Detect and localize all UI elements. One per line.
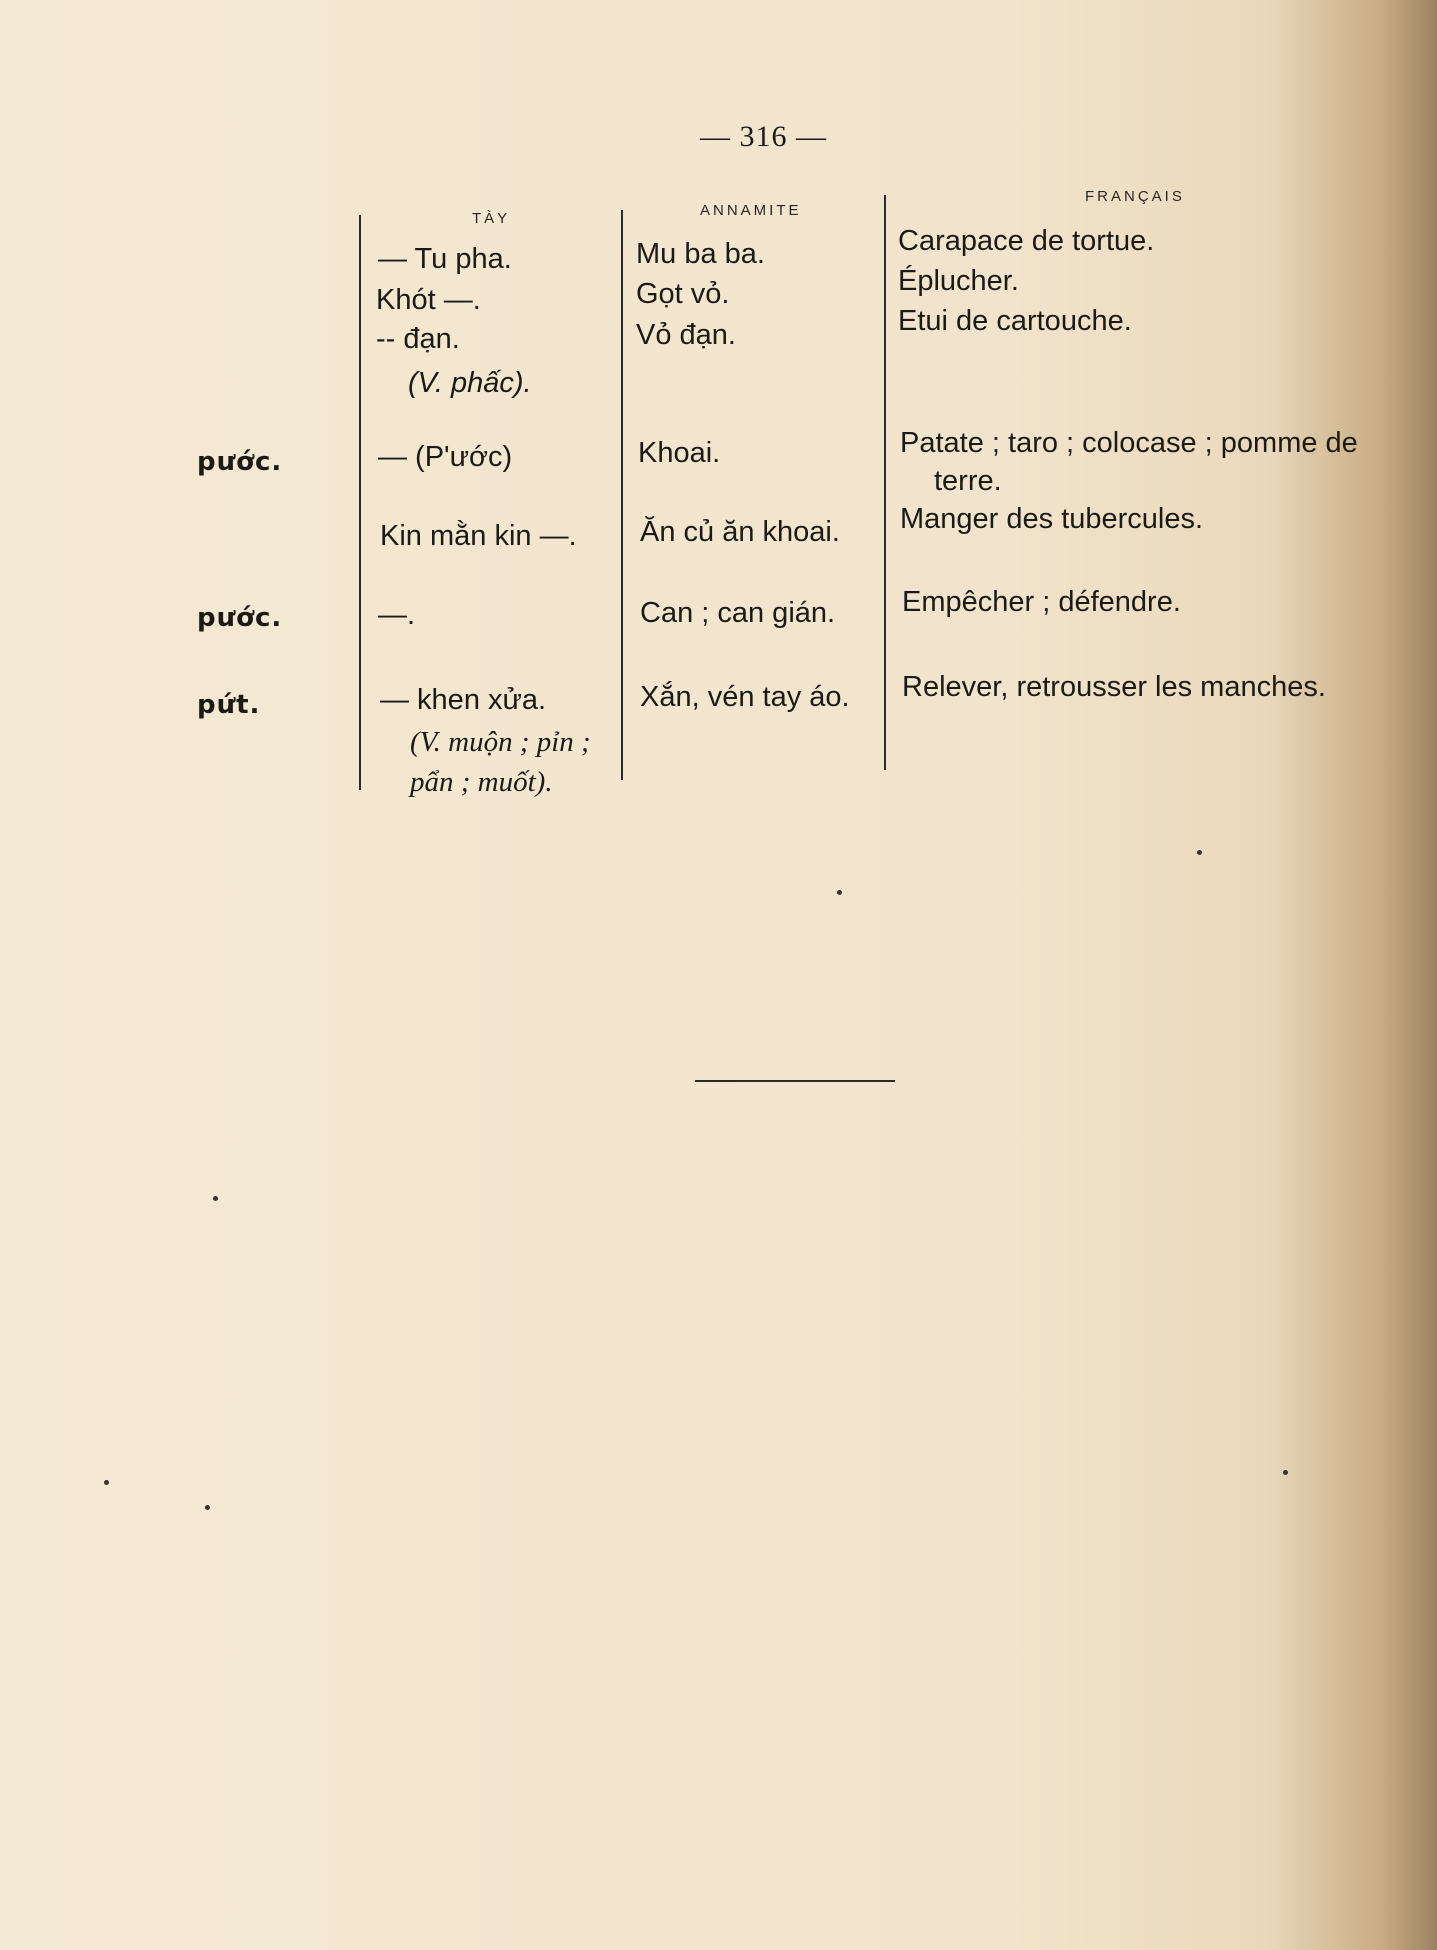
francais-cell: Relever, retrousser les manches.: [902, 671, 1326, 703]
francais-cell: Patate ; taro ; colocase ; pomme de: [900, 427, 1358, 459]
column-divider-right: [884, 195, 886, 770]
annamite-cell: Khoai.: [638, 437, 721, 469]
annamite-cell: Xắn, vén tay áo.: [640, 681, 850, 713]
francais-cell: Empêcher ; défendre.: [902, 586, 1181, 618]
column-header-francais: FRANÇAIS: [1085, 188, 1185, 205]
paper-speck: [837, 890, 842, 895]
paper-speck: [205, 1505, 210, 1510]
francais-cell: Manger des tubercules.: [900, 503, 1204, 535]
francais-cell: Carapace de tortue.: [898, 225, 1155, 257]
tay-cell: — Tu pha.: [378, 243, 512, 275]
tay-cell-note: (V. muộn ; pỉn ;: [410, 726, 591, 758]
paper-speck: [1197, 850, 1202, 855]
page-number: — 316 —: [700, 120, 827, 153]
tay-cell: — khen xửa.: [380, 684, 547, 716]
tay-cell: — (P'ước): [378, 441, 513, 473]
tay-cell: -- đạn.: [376, 323, 460, 355]
paper-speck: [1283, 1470, 1288, 1475]
column-divider-left: [359, 215, 361, 790]
closing-rule: [695, 1080, 895, 1082]
headword: pước.: [197, 603, 283, 633]
headword: pước.: [197, 447, 283, 477]
column-header-tay: TÀY: [472, 210, 511, 227]
tay-cell: Kin mằn kin —.: [380, 520, 577, 552]
column-header-annamite: ANNAMITE: [700, 202, 802, 219]
annamite-cell: Ăn củ ăn khoai.: [640, 516, 840, 548]
annamite-cell: Gọt vỏ.: [636, 278, 730, 310]
tay-cell-note: pẩn ; muốt).: [410, 766, 553, 798]
column-divider-middle: [621, 210, 623, 780]
tay-cell-note: (V. phấc).: [408, 367, 532, 399]
tay-cell: —.: [378, 599, 416, 631]
annamite-cell: Vỏ đạn.: [636, 319, 736, 351]
francais-cell: Éplucher.: [898, 265, 1019, 297]
paper-speck: [104, 1480, 109, 1485]
tay-cell: Khót —.: [376, 284, 481, 316]
annamite-cell: Can ; can gián.: [640, 597, 836, 629]
annamite-cell: Mu ba ba.: [636, 238, 765, 270]
francais-cell: Etui de cartouche.: [898, 305, 1132, 337]
paper-speck: [213, 1196, 218, 1201]
francais-cell: terre.: [934, 465, 1002, 497]
headword: pứt.: [197, 690, 261, 720]
